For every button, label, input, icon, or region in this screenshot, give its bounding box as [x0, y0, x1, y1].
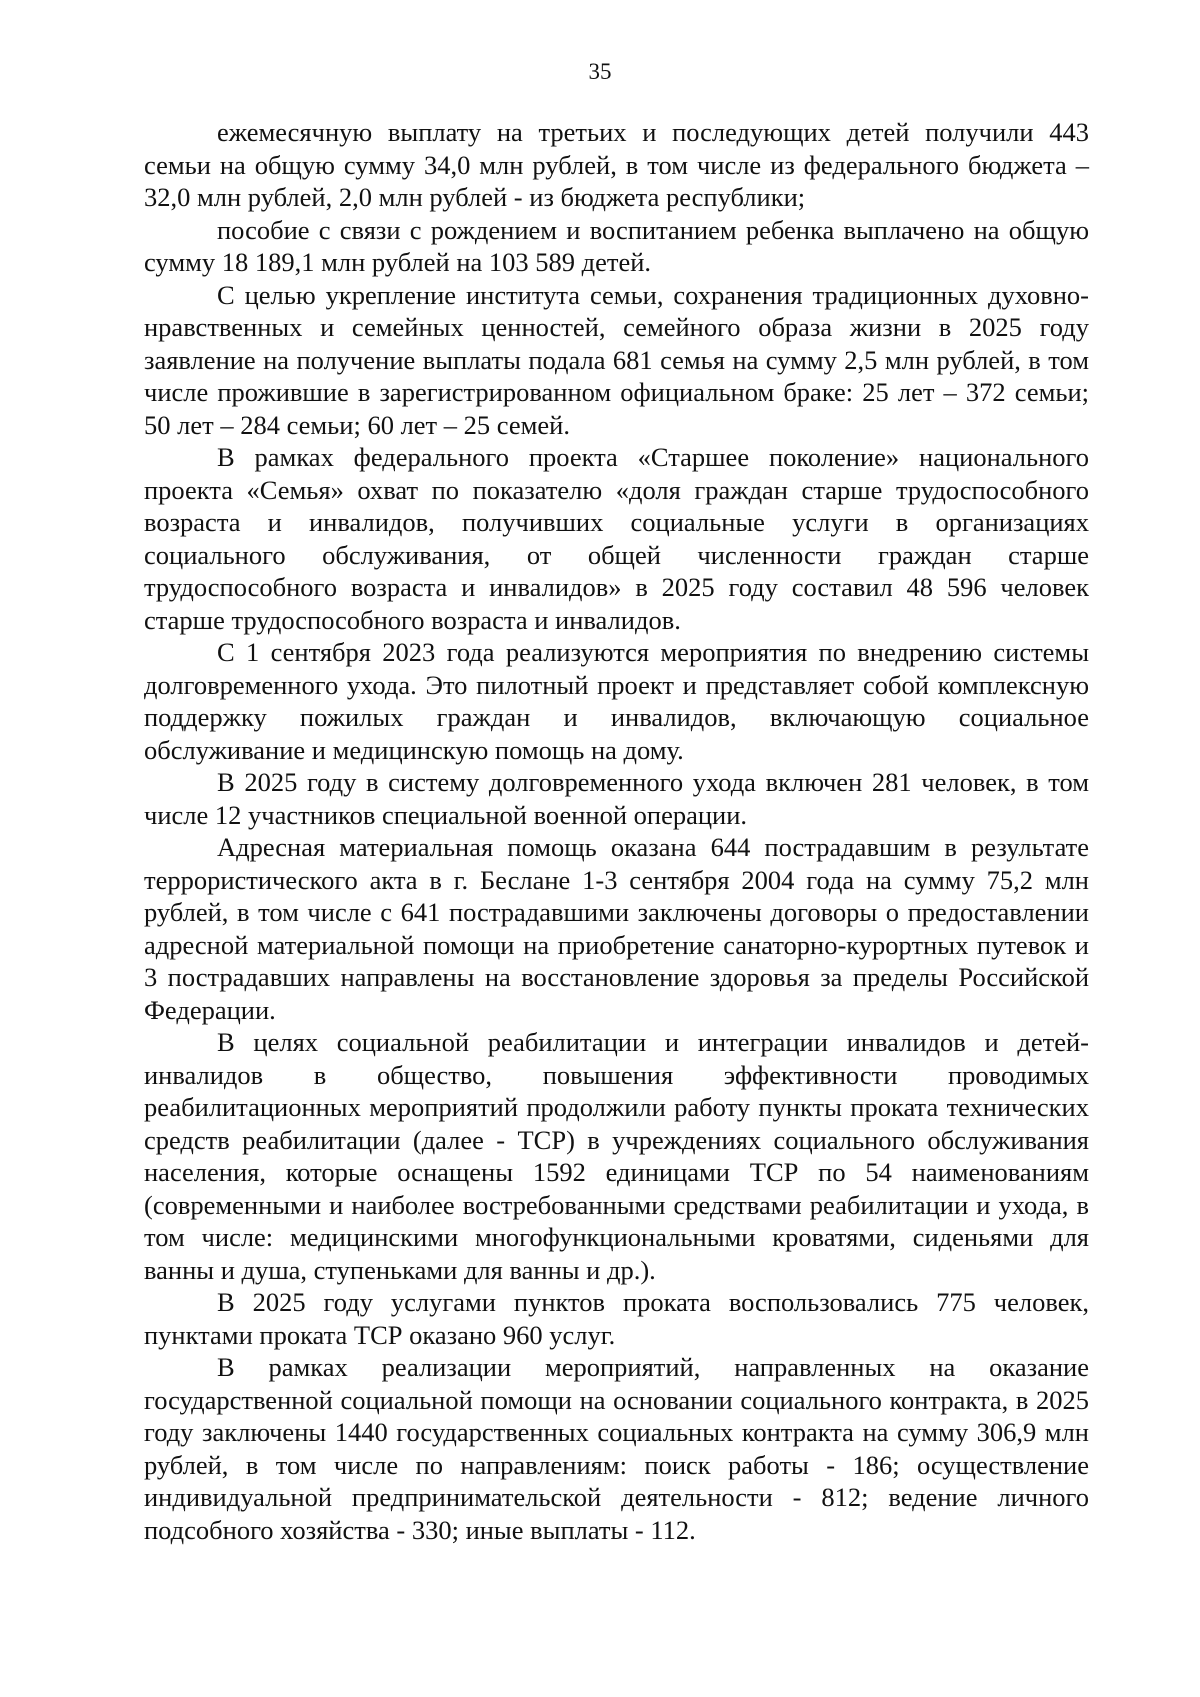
paragraph-long-term-care-system: С 1 сентября 2023 года реализуются мероприятия по внедрению системы долговременного ухода. Это пилотный проект и представляет собой комплексную поддержку пожилых граждан и инвалидов, включающую социальное обслуживание и медицинскую помощь на дому. [144, 637, 1089, 765]
document-body [144, 116, 1089, 1546]
paragraph-rental-services-2025: В 2025 году услугами пунктов проката воспользовались 775 человек, пунктами проката ТСР оказано 960 услуг. [144, 1287, 1089, 1350]
paragraph-beslan-assistance: Адресная материальная помощь оказана 644 пострадавшим в результате террористического акта в г. Беслане 1-3 сентября 2004 года на сумму 75,2 млн рублей, в том числе с 641 пострадавшими заключены договоры о предоставлении адресной материальной помощи на приобретение санаторно-курортных путевок и 3 пострадавших направлены на восстановление здоровья за пределы Российской Федерации. [144, 832, 1089, 1025]
paragraph-rehabilitation-rental: В целях социальной реабилитации и интеграции инвалидов и детей-инвалидов в общество, повышения эффективности проводимых реабилитационных мероприятий продолжили работу пункты проката технических средств реабилитации (далее - ТСР) в учреждениях социального обслуживания населения, которые оснащены 1592 единицами ТСР по 54 наименованиям (современными и наиболее востребованными средствами реабилитации и ухода, в том числе: медицинскими многофункциональными кроватями, сиденьями для ванны и душа, ступеньками для ванны и др.). [144, 1027, 1089, 1285]
paragraph-family-institution: С целью укрепление института семьи, сохранения традиционных духовно-нравственных и семейных ценностей, семейного образа жизни в 2025 году заявление на получение выплаты подала 681 семья на сумму 2,5 млн рублей, в том числе прожившие в зарегистрированном официальном браке: 25 лет – 372 семьи; 50 лет – 284 семьи; 60 лет – 25 семей. [144, 279, 1089, 440]
paragraph-monthly-payment: ежемесячную выплату на третьих и последующих детей получили 443 семьи на общую сумму 34,0 млн рублей, в том числе из федерального бюджета – 32,0 млн рублей, 2,0 млн рублей - из бюджета республики; [144, 117, 1089, 212]
paragraph-long-term-care-2025: В 2025 году в систему долговременного ухода включен 281 человек, в том числе 12 участников специальной военной операции. [144, 767, 1089, 830]
paragraph-older-generation: В рамках федерального проекта «Старшее поколение» национального проекта «Семья» охват по показателю «доля граждан старше трудоспособного возраста и инвалидов, получивших социальные услуги в организациях социального обслуживания, от общей численности граждан старше трудоспособного возраста и инвалидов» в 2025 году составил 48 596 человек старше трудоспособного возраста и инвалидов. [144, 442, 1089, 635]
paragraph-social-contract: В рамках реализации мероприятий, направленных на оказание государственной социальной помощи на основании социального контракта, в 2025 году заключены 1440 государственных социальных контракта на сумму 306,9 млн рублей, в том числе по направлениям: поиск работы - 186; осуществление индивидуальной предпринимательской деятельности - 812; ведение личного подсобного хозяйства - 330; иные выплаты - 112. [144, 1352, 1089, 1545]
page-number: 35 [588, 59, 612, 84]
paragraph-childbirth-allowance: пособие с связи с рождением и воспитанием ребенка выплачено на общую сумму 18 189,1 млн рублей на 103 589 детей. [144, 214, 1089, 277]
